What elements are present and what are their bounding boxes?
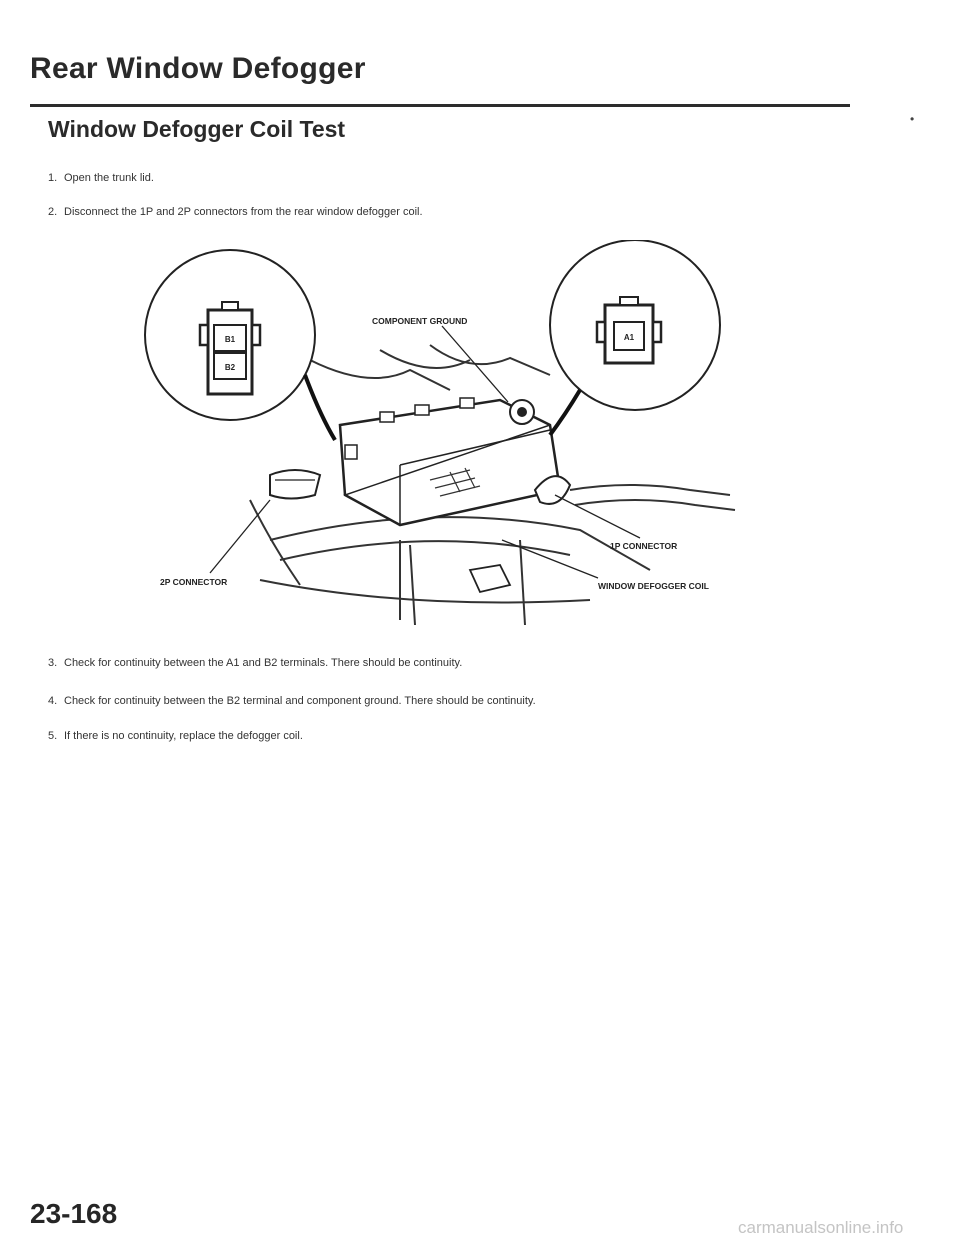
step-text: Check for continuity between the B2 terminal and component ground. There should be continuity.: [64, 695, 536, 707]
component-ground-label: COMPONENT GROUND: [372, 316, 468, 326]
step-text: Check for continuity between the A1 and B2 terminals. There should be continuity.: [64, 657, 463, 669]
step-number: 2.: [48, 206, 58, 218]
connector-1p-zoom: [550, 240, 720, 435]
1p-connector-label: 1P CONNECTOR: [610, 541, 678, 551]
page-title: Rear Window Defogger: [30, 52, 366, 85]
step-number: 1.: [48, 172, 58, 184]
defogger-coil-body: [270, 398, 570, 592]
step-number: 4.: [48, 695, 58, 707]
step-number: 5.: [48, 730, 58, 742]
step-5: [48, 730, 303, 742]
terminal-label: B2: [224, 363, 236, 372]
step-number: 3.: [48, 657, 58, 669]
margin-mark: •: [910, 112, 915, 126]
step-text: Disconnect the 1P and 2P connectors from the rear window defogger coil.: [64, 206, 423, 218]
step-2: [48, 206, 423, 218]
diagram-svg: [130, 240, 770, 640]
page-number: 23-168: [30, 1198, 118, 1229]
step-text: If there is no continuity, replace the defogger coil.: [64, 730, 303, 742]
step-1: [48, 172, 154, 184]
defogger-coil-label: WINDOW DEFOGGER COIL: [598, 581, 709, 591]
step-3: [48, 657, 462, 669]
terminal-label: A1: [623, 333, 635, 342]
step-4: [48, 695, 536, 707]
section-heading: Window Defogger Coil Test: [48, 116, 346, 142]
defogger-coil-diagram: [130, 240, 770, 640]
connector-2p-zoom: [145, 250, 335, 440]
2p-connector-label: 2P CONNECTOR: [160, 577, 228, 587]
terminal-label: B1: [224, 335, 236, 344]
watermark: carmanualsonline.info: [738, 1218, 904, 1237]
title-divider: [30, 104, 850, 107]
step-text: Open the trunk lid.: [64, 172, 154, 184]
